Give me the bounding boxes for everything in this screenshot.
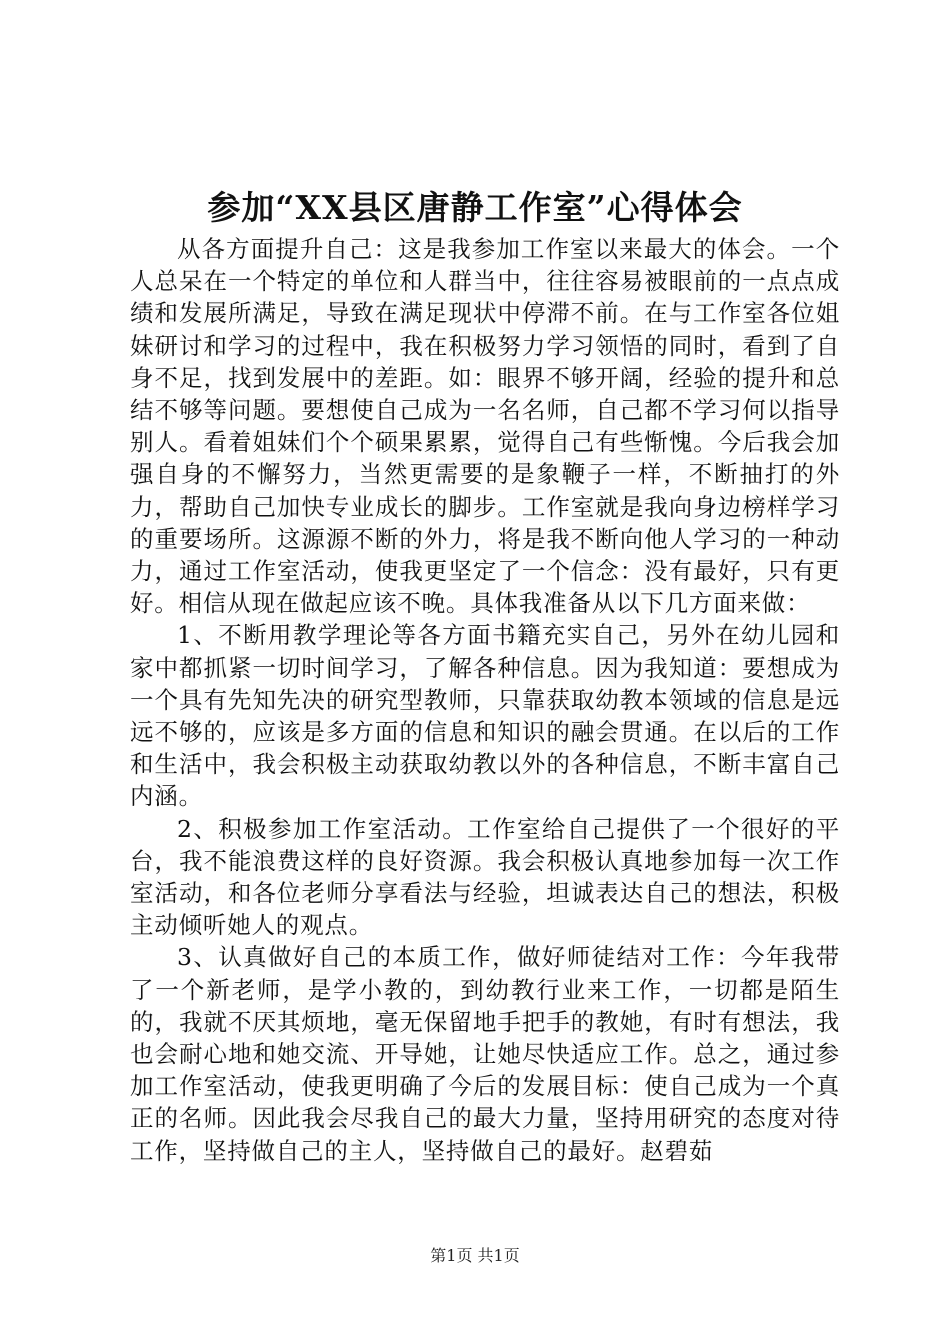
- paragraph-point-2: 2、积极参加工作室活动。工作室给自己提供了一个很好的平台，我不能浪费这样的良好资源。我会积极认真地参加每一次工作室活动，和各位老师分享看法与经验，坦诚表达自己的想法，积极主动倾听她人的观点。: [130, 814, 840, 940]
- paragraph-point-1: 1、不断用教学理论等各方面书籍充实自己，另外在幼儿园和家中都抓紧一切时间学习，了解各种信息。因为我知道：要想成为一个具有先知先决的研究型教师，只靠获取幼教本领域的信息是远远不够的，应该是多方面的信息和知识的融会贯通。在以后的工作和生活中，我会积极主动获取幼教以外的各种信息，不断丰富自己内涵。: [130, 621, 840, 811]
- paragraph-intro: 从各方面提升自己：这是我参加工作室以来最大的体会。一个人总呆在一个特定的单位和人群当中，往往容易被眼前的一点点成绩和发展所满足，导致在满足现状中停滞不前。在与工作室各位姐妹研讨和学习的过程中，我在积极努力学习领悟的同时，看到了自身不足，找到发展中的差距。如：眼界不够开阔，经验的提升和总结不够等问题。要想使自己成为一名名师，自己都不学习何以指导别人。看着姐妹们个个硕果累累，觉得自己有些惭愧。今后我会加强自身的不懈努力，当然更需要的是象鞭子一样，不断抽打的外力，帮助自己加快专业成长的脚步。工作室就是我向身边榜样学习的重要场所。这源源不断的外力，将是我不断向他人学习的一种动力，通过工作室活动，使我更坚定了一个信念：没有最好，只有更好。相信从现在做起应该不晚。具体我准备从以下几方面来做：: [130, 235, 840, 618]
- paragraph-point-3: 3、认真做好自己的本质工作，做好师徒结对工作：今年我带了一个新老师，是学小教的，到幼教行业来工作，一切都是陌生的，我就不厌其烦地，毫无保留地手把手的教她，有时有想法，我也会耐心地和她交流、开导她，让她尽快适应工作。总之，通过参加工作室活动，使我更明确了今后的发展目标：使自己成为一个真正的名师。因此我会尽我自己的最大力量，坚持用研究的态度对待工作，坚持做自己的主人，坚持做自己的最好。赵碧茹: [130, 943, 840, 1165]
- document-body: [130, 233, 840, 1167]
- document-title: 参加“XX县区唐静工作室”心得体会: [207, 188, 743, 227]
- page-number-footer: 第1页 共1页: [430, 1246, 520, 1265]
